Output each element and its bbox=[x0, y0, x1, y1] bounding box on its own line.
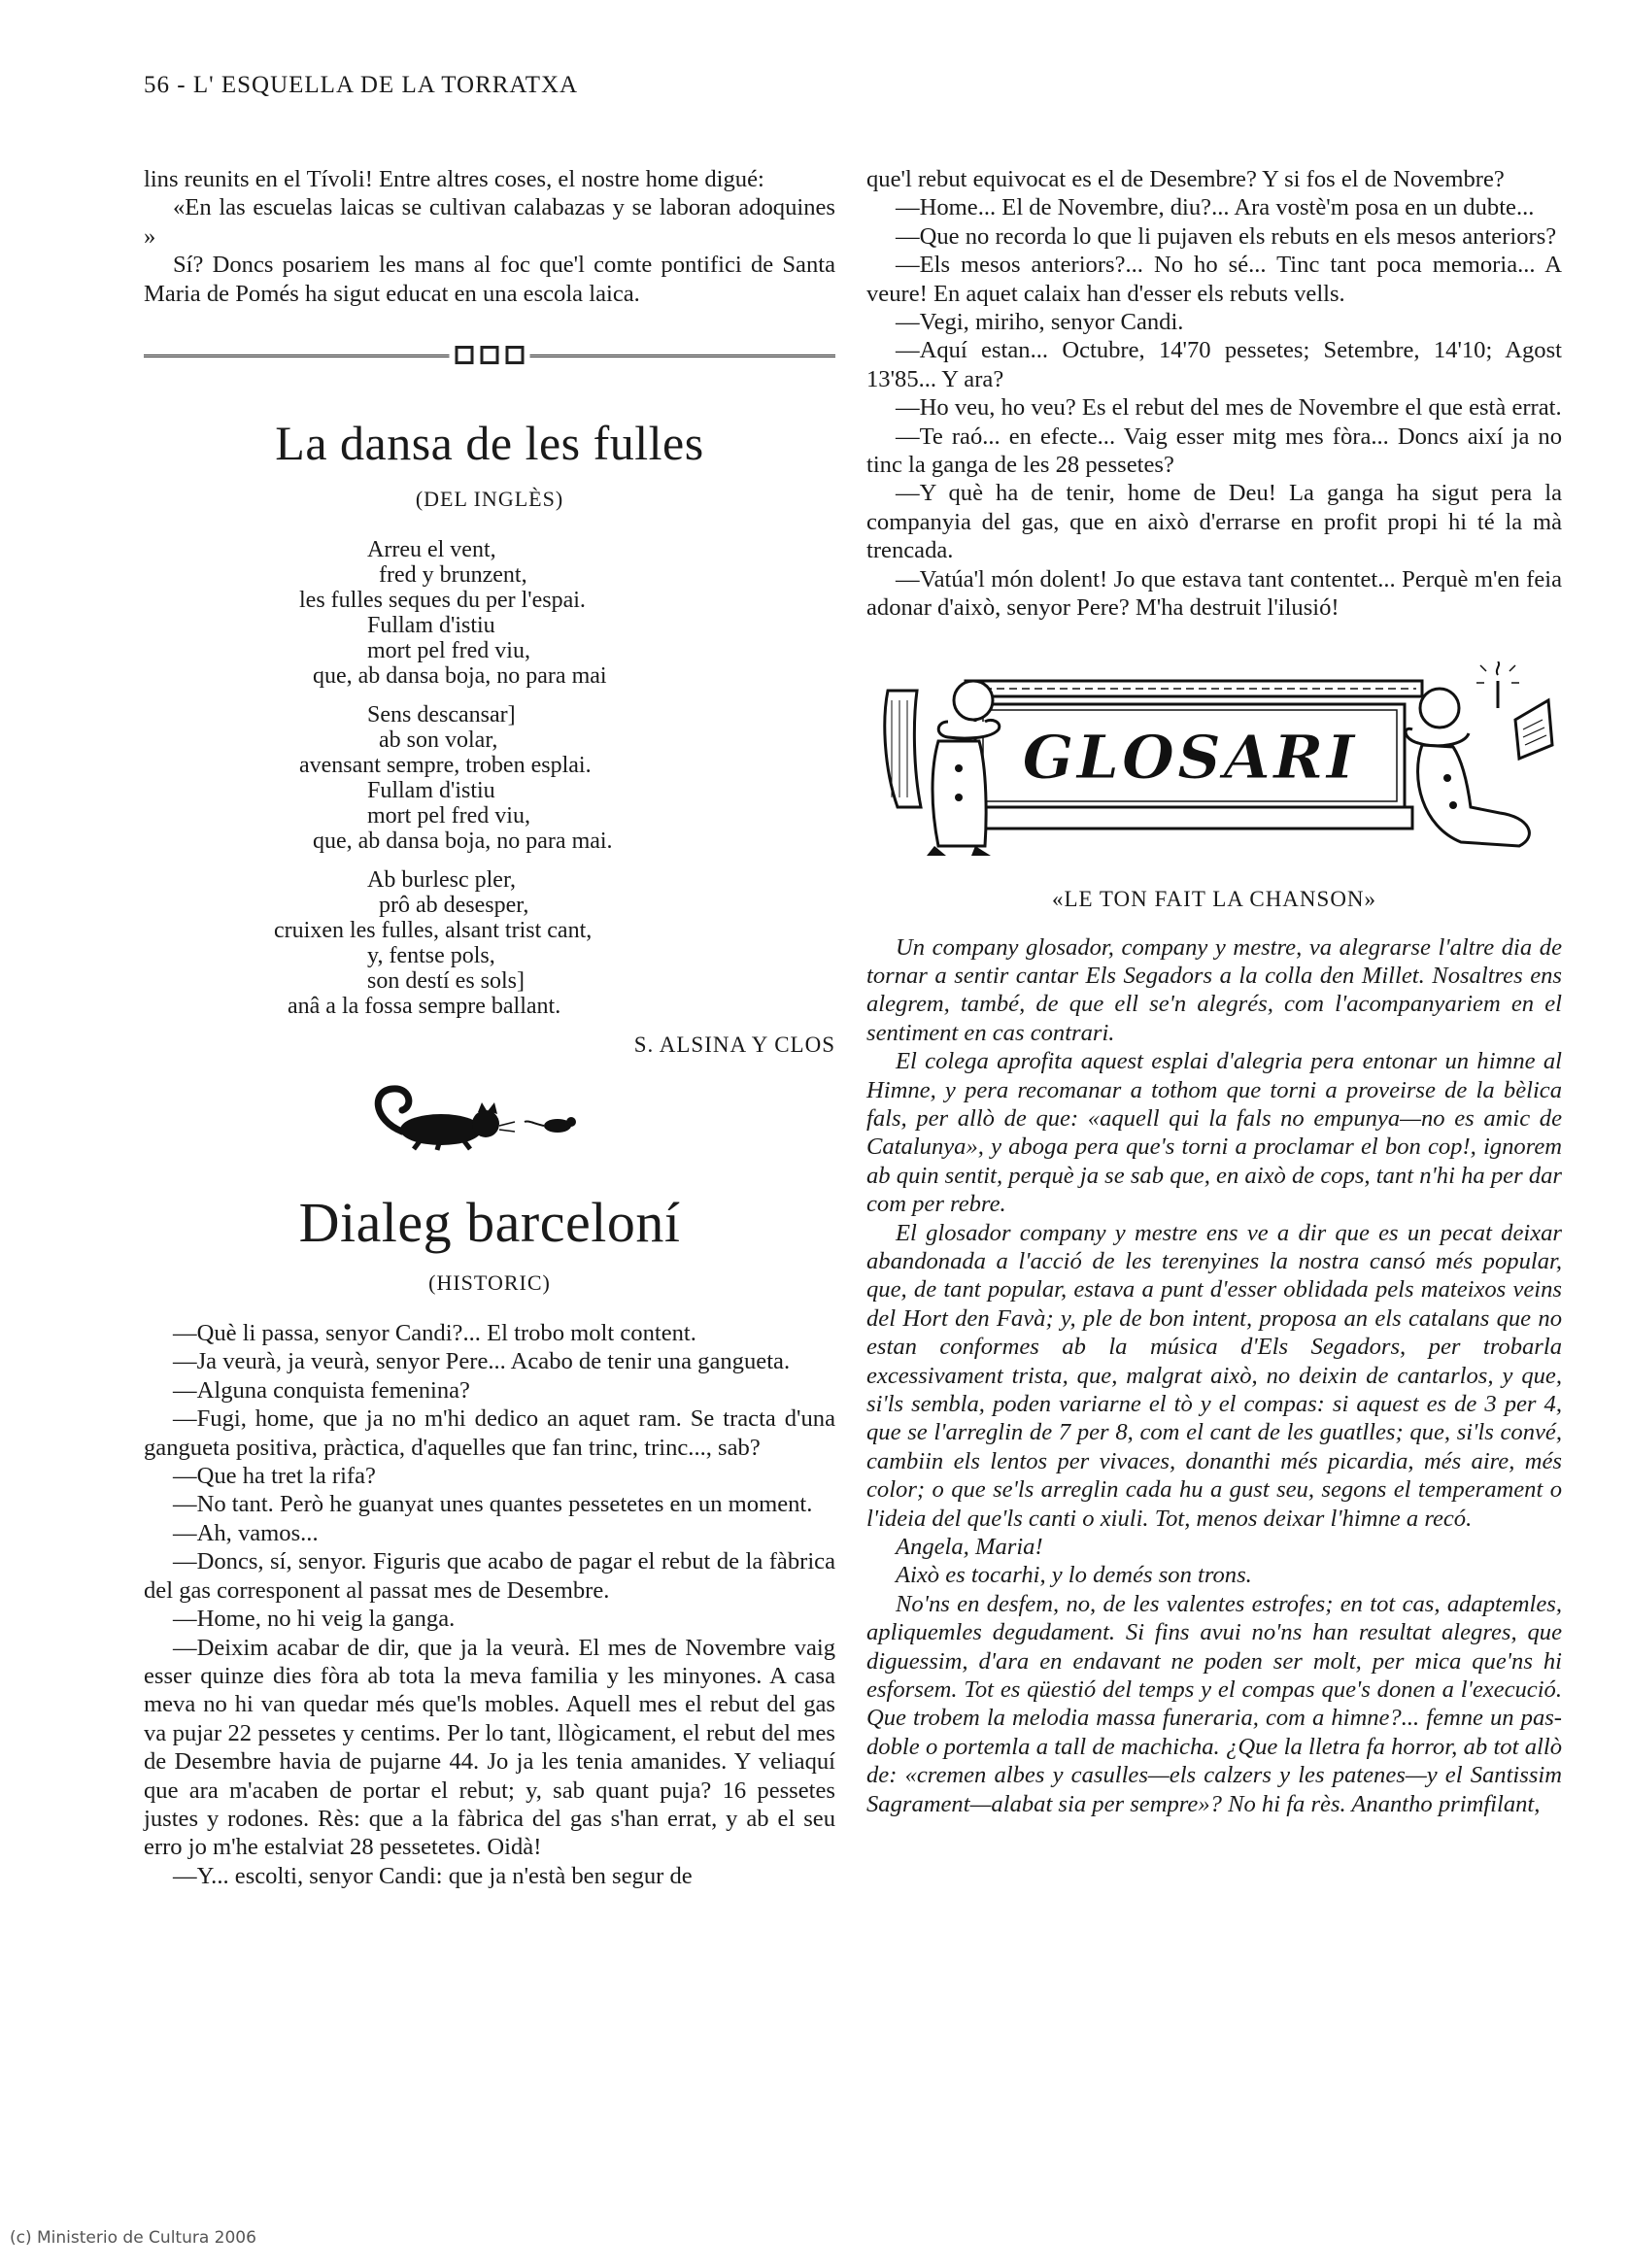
poem-stanza bbox=[299, 537, 835, 689]
poem bbox=[144, 537, 835, 1019]
paragraph: —Alguna conquista femenina? bbox=[173, 1376, 470, 1404]
poem-line: fred y brunzent, bbox=[379, 562, 527, 589]
poem-line: mort pel fred viu, bbox=[367, 803, 530, 829]
paragraph: —No tant. Però he guanyat unes quantes pessetetes en un moment. bbox=[173, 1491, 813, 1518]
paragraph: lins reunits en el Tívoli! Entre altres coses, el nostre home digué: bbox=[144, 166, 764, 192]
paragraph: —Y... escolti, senyor Candi: que ja n'està ben segur de bbox=[173, 1862, 693, 1889]
paragraph: —Els mesos anteriors?... No ho sé... Tinc tant poca memoria... A veure! En aquet calaix han d'esser els rebuts vells. bbox=[866, 252, 1562, 307]
poem-line: y, fentse pols, bbox=[367, 943, 495, 969]
paragraph: —Ja veurà, ja veurà, senyor Pere... Acabo de tenir una gangueta. bbox=[173, 1348, 791, 1375]
dialog-text bbox=[144, 1319, 835, 1890]
paragraph: —Que no recorda lo que li pujaven els rebuts en els mesos anteriors? bbox=[896, 222, 1557, 250]
poem-line: avensant sempre, troben esplai. bbox=[299, 753, 592, 779]
paragraph: —Ah, vamos... bbox=[173, 1519, 319, 1546]
poem-title: La dansa de les fulles bbox=[275, 416, 704, 471]
paragraph: —Home, no hi veig la ganga. bbox=[173, 1606, 456, 1633]
section-divider bbox=[144, 341, 835, 374]
poem-subtitle: (DEL INGLÈS) bbox=[415, 487, 564, 512]
paragraph: —Te raó... en efecte... Vaig esser mitg mes fòra... Doncs així ja no tinc la ganga de les 28 pessetes? bbox=[866, 423, 1562, 479]
poem-line: anâ a la fossa sempre ballant. bbox=[288, 994, 561, 1020]
paragraph: —Fugi, home, que ja no m'hi dedico an aquet ram. Se tracta d'una gangueta positiva, pràctica, d'aquelles que fan trinc, trinc..., sab? bbox=[144, 1405, 835, 1461]
poem-line: prô ab desesper, bbox=[379, 893, 529, 919]
poem-line: Arreu el vent, bbox=[367, 537, 496, 563]
paragraph: —Vegi, miriho, senyor Candi. bbox=[896, 309, 1184, 336]
poem-author: S. ALSINA Y CLOS bbox=[633, 1032, 835, 1058]
glosari-text bbox=[866, 933, 1562, 1819]
paragraph: —Home... El de Novembre, diu?... Ara vostè'm posa en un dubte... bbox=[896, 194, 1535, 221]
poem-stanza bbox=[274, 867, 835, 1020]
paragraph: —Doncs, sí, senyor. Figuris que acabo de pagar el rebut de la fàbrica del gas corresponent al passat mes de Desembre. bbox=[144, 1548, 835, 1604]
paragraph: —Ho veu, ho veu? Es el rebut del mes de Novembre el que està errat. bbox=[896, 394, 1562, 422]
right-column bbox=[866, 165, 1562, 1818]
poem-line: Fullam d'istiu bbox=[367, 613, 495, 639]
glosari-banner bbox=[878, 661, 1558, 862]
paragraph: —Y què ha de tenir, home de Deu! La ganga ha sigut pera la companyia del gas, que en això d'errarse en profit propi hi té la mà trencada. bbox=[866, 480, 1562, 564]
left-column bbox=[144, 165, 835, 1890]
paragraph: No'ns en desfem, no, de les valentes estrofes; en tot cas, adaptemles, apliquemles degudament. Si fins avui no'ns han resultat alegres, que diguessim, d'ara en endavant ne poden ser molt, per mica que'ns hi esforsem. Tot es qüestió del temps y el compas que's donen a l'execució. Que trobem la melodia massa funeraria, com a himne?... femne un pas-doble o portemla a tall de machicha. ¿Que la lletra fa horror, ab tot allò de: «cremen albes y casulles—els calzers y les patenes—y el Santissim Sagrament—alabat sia per sempre»? No hi fa rès. Anantho primfilant, bbox=[866, 1590, 1562, 1817]
poem-line: son destí es sols] bbox=[367, 968, 525, 995]
poem-line: Ab burlesc pler, bbox=[367, 867, 516, 894]
poem-line: mort pel fred viu, bbox=[367, 638, 530, 664]
poem-line: que, ab dansa boja, no para mai bbox=[313, 663, 607, 690]
paragraph: Un company glosador, company y mestre, va alegrarse l'altre dia de tornar a sentir cantar Els Segadors a la colla den Millet. Nosaltres ens alegrem, també, de que ell se'n alegrés, com l'acompanyariem en el sentiment en cas contrari. bbox=[866, 933, 1562, 1046]
paragraph: El colega aprofita aquest esplai d'alegria pera entonar un himne al Himne, y pera recomanar a tothom que torni a proveirse de la bèlica fals, per allò de que: «aquell qui la fals no empunya—no es amic de Catalunya», y aboga pera que's torni a proclamar el bon cop!, ignorem ab quin sentit, perquè ja se sab que, en això de cops, tant n'hi ha per dar com per rebre. bbox=[866, 1048, 1562, 1218]
dialog-continuation bbox=[866, 165, 1562, 623]
paragraph: Sí? Doncs posariem les mans al foc que'l comte pontifici de Santa Maria de Pomés ha sigut educat en una escola laica. bbox=[144, 252, 835, 307]
paragraph: —Vatúa'l món dolent! Jo que estava tant contentet... Perquè m'en feia adonar d'això, senyor Pere? M'ha destruit l'ilusió! bbox=[866, 565, 1562, 622]
dialog-subtitle: (HISTORIC) bbox=[428, 1270, 551, 1296]
paragraph: «En las escuelas laicas se cultivan calabazas y se laboran adoquines » bbox=[144, 194, 835, 250]
poem-line: que, ab dansa boja, no para mai. bbox=[313, 829, 613, 855]
paragraph: que'l rebut equivocat es el de Desembre? Y si fos el de Novembre? bbox=[866, 166, 1505, 192]
paragraph: —Què li passa, senyor Candi?... El trobo molt content. bbox=[173, 1320, 696, 1347]
dialog-title: Dialeg barceloní bbox=[298, 1191, 681, 1255]
poem-line: Fullam d'istiu bbox=[367, 778, 495, 804]
paragraph: El glosador company y mestre ens ve a dir que es un pecat deixar abandonada a l'acció de les terenyines la nostra cansó més popular, que, de tant popular, estava a punt d'esser oblidada pels mateixos veins del Hort den Favà; y, ple de bon intent, proposa an els catalans que no estan conformes ab la música d'Els Segadors, per trobarla excessivament trista, que, malgrat això, no deixin de cantarlos, y que, si'ls sembla, poden variarne el tò y el compas: si aquest es de 3 per 4, que se l'arreglin de 7 per 8, com el cant de les guatlles; que, si'ls convé, cambiin els lentos per vivaces, donanthi més picardia, més aire, més color; o que se'ls arreglin cada hu a gust seu, segons el temperament o l'ideia del que'ls canti o xiuli. Tot, menos deixar l'himne a recó. bbox=[866, 1219, 1562, 1532]
paragraph: —Deixim acabar de dir, que ja la veurà. El mes de Novembre vaig esser quinze dies fòra ab tota la meva familia y les minyones. A casa meva no hi van quedar més que'ls mobles. Aquell mes el rebut del gas va pujar 22 pessetes y centims. Per lo tant, llògicament, el rebut del mes de Desembre havia de pujarne 44. Jo ja les tenia amanides. Y veliaquí que ara m'acaben de portar el rebut; y, sab quant puja? 16 pessetes justes y rodones. Rès: que a la fàbrica del gas s'han errat, y ab el seu erro jo m'he estalviat 28 pessetetes. Oidà! bbox=[144, 1634, 835, 1861]
page-header: 56 - L' ESQUELLA DE LA TORRATXA bbox=[144, 72, 579, 98]
copyright-notice: (c) Ministerio de Cultura 2006 bbox=[10, 2228, 256, 2248]
poem-line: cruixen les fulles, alsant trist cant, bbox=[274, 918, 593, 944]
glosari-heading: «LE TON FAIT LA CHANSON» bbox=[1051, 886, 1377, 911]
paragraph: —Aquí estan... Octubre, 14'70 pessetes; Setembre, 14'10; Agost 13'85... Y ara? bbox=[866, 337, 1562, 392]
paragraph: Això es tocarhi, y lo demés son trons. bbox=[896, 1562, 1252, 1589]
poem-stanza bbox=[299, 702, 835, 854]
cat-and-mouse-icon bbox=[363, 1081, 616, 1151]
poem-line: les fulles seques du per l'espai. bbox=[299, 588, 586, 614]
paragraph: —Que ha tret la rifa? bbox=[173, 1463, 376, 1490]
paragraph: Angela, Maria! bbox=[896, 1534, 1043, 1561]
poem-line: ab son volar, bbox=[379, 728, 498, 754]
poem-line: Sens descansar] bbox=[367, 702, 516, 728]
intro-text bbox=[144, 165, 835, 308]
glosari-title: GLOSARI bbox=[1022, 721, 1358, 793]
